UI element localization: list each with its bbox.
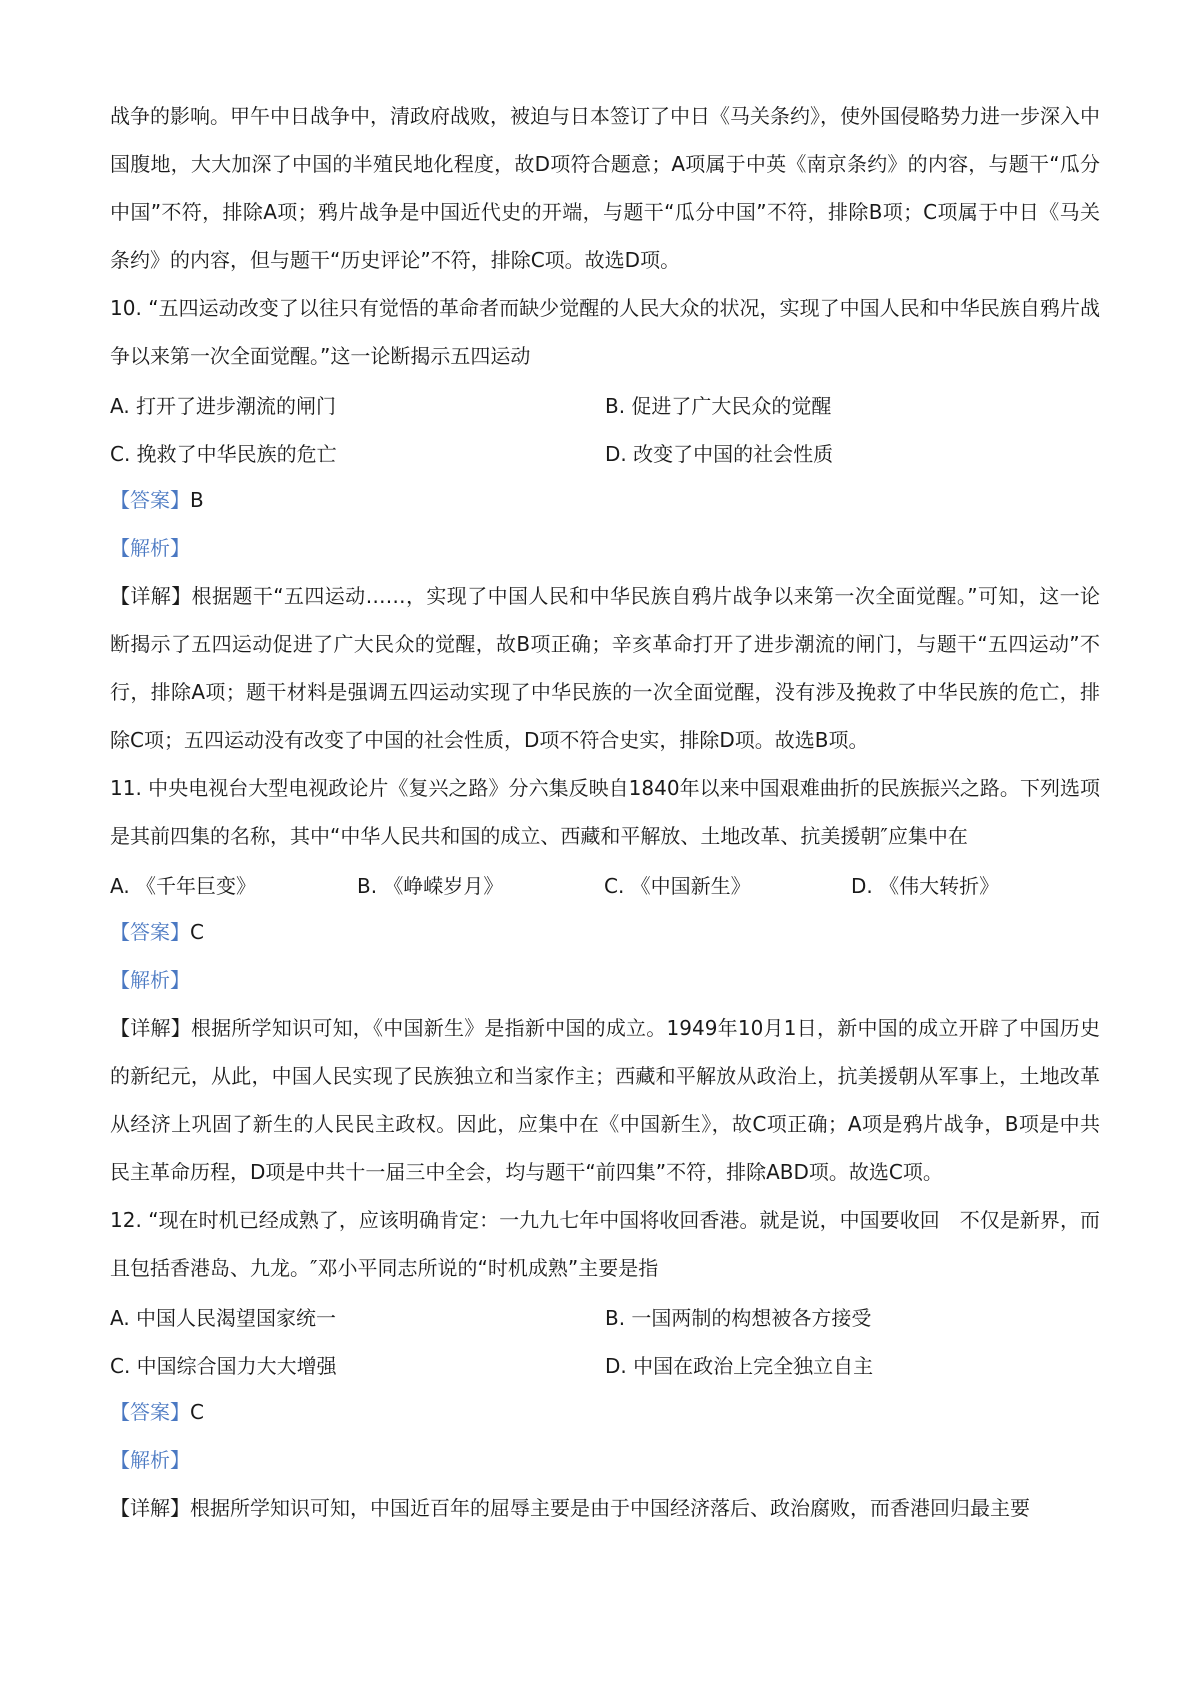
option-b: B. 《峥嵘岁月》	[357, 873, 504, 898]
question-12	[110, 1196, 1100, 1532]
detail-paragraph	[110, 1004, 1100, 1196]
analysis-label: 【解析】	[110, 1448, 190, 1472]
option-d: D. 中国在政治上完全独立自主	[605, 1353, 874, 1378]
detail-label: 【详解】	[110, 584, 192, 608]
document-content	[110, 92, 1100, 1532]
option-d: D. 《伟大转折》	[851, 873, 1000, 898]
question-10	[110, 284, 1100, 764]
option-a: A. 中国人民渴望国家统一	[110, 1305, 337, 1330]
option-c: C. 中国综合国力大大增强	[110, 1353, 337, 1378]
analysis-line	[110, 1436, 1100, 1484]
answer-line	[110, 1388, 1100, 1436]
option-row	[110, 1340, 1100, 1388]
answer-label: 【答案】	[110, 488, 190, 512]
option-b: B. 促进了广大民众的觉醒	[605, 393, 832, 418]
question-stem: 10. “五四运动改变了以往只有觉悟的革命者而缺少觉醒的人民大众的状况，实现了中国人民和中华民族自鸦片战争以来第一次全面觉醒。”这一论断揭示五四运动	[110, 296, 1100, 368]
option-row	[110, 1292, 1100, 1340]
answer-line	[110, 476, 1100, 524]
answer-value: C	[190, 920, 204, 944]
analysis-label: 【解析】	[110, 968, 190, 992]
detail-text: 根据所学知识可知，中国近百年的屈辱主要是由于中国经济落后、政治腐败，而香港回归最主要	[190, 1496, 1030, 1520]
answer-label: 【答案】	[110, 920, 190, 944]
detail-label: 【详解】	[110, 1496, 190, 1520]
question-stem: 11. 中央电视台大型电视政论片《复兴之路》分六集反映自1840年以来中国艰难曲折的民族振兴之路。下列选项是其前四集的名称，其中“中华人民共和国的成立、西藏和平解放、土地改革、抗美援朝″应集中在	[110, 776, 1100, 848]
analysis-line	[110, 524, 1100, 572]
detail-text: 根据题干“五四运动……，实现了中国人民和中华民族自鸦片战争以来第一次全面觉醒。”可知，这一论断揭示了五四运动促进了广大民众的觉醒，故B项正确；辛亥革命打开了进步潮流的闸门，与题干“五四运动”不行，排除A项；题干材料是强调五四运动实现了中华民族的一次全面觉醒，没有涉及挽救了中华民族的危亡，排除C项；五四运动没有改变了中国的社会性质，D项不符合史实，排除D项。故选B项。	[110, 584, 1100, 752]
detail-paragraph	[110, 572, 1100, 764]
answer-value: C	[190, 1400, 204, 1424]
answer-value: B	[190, 488, 204, 512]
answer-label: 【答案】	[110, 1400, 190, 1424]
option-b: B. 一国两制的构想被各方接受	[605, 1305, 872, 1330]
detail-label: 【详解】	[110, 1016, 191, 1040]
detail-text: 根据所学知识可知，《中国新生》是指新中国的成立。1949年10月1日，新中国的成立开辟了中国历史的新纪元，从此，中国人民实现了民族独立和当家作主；西藏和平解放从政治上，抗美援朝从军事上，土地改革从经济上巩固了新生的人民民主政权。因此，应集中在《中国新生》，故C项正确；A项是鸦片战争，B项是中共民主革命历程，D项是中共十一届三中全会，均与题干“前四集”不符，排除ABD项。故选C项。	[110, 1016, 1101, 1184]
question-stem: 12. “现在时机已经成熟了，应该明确肯定：一九九七年中国将收回香港。就是说，中国要收回 不仅是新界，而且包括香港岛、九龙。″邓小平同志所说的“时机成熟”主要是指	[110, 1208, 1100, 1280]
option-d: D. 改变了中国的社会性质	[605, 441, 834, 466]
option-a: A. 打开了进步潮流的闸门	[110, 393, 337, 418]
analysis-label: 【解析】	[110, 536, 190, 560]
option-row	[110, 860, 1100, 908]
option-a: A. 《千年巨变》	[110, 873, 257, 898]
detail-paragraph	[110, 1484, 1100, 1532]
option-row	[110, 428, 1100, 476]
intro-paragraph: 战争的影响。甲午中日战争中，清政府战败，被迫与日本签订了中日《马关条约》，使外国侵略势力进一步深入中国腹地，大大加深了中国的半殖民地化程度，故D项符合题意；A项属于中英《南京条约》的内容，与题干“瓜分中国”不符，排除A项；鸦片战争是中国近代史的开端，与题干“瓜分中国”不符，排除B项；C项属于中日《马关条约》的内容，但与题干“历史评论”不符，排除C项。故选D项。	[110, 104, 1100, 272]
option-c: C. 《中国新生》	[604, 873, 751, 898]
answer-line	[110, 908, 1100, 956]
question-11	[110, 764, 1100, 1196]
analysis-line	[110, 956, 1100, 1004]
option-row	[110, 380, 1100, 428]
option-c: C. 挽救了中华民族的危亡	[110, 441, 337, 466]
